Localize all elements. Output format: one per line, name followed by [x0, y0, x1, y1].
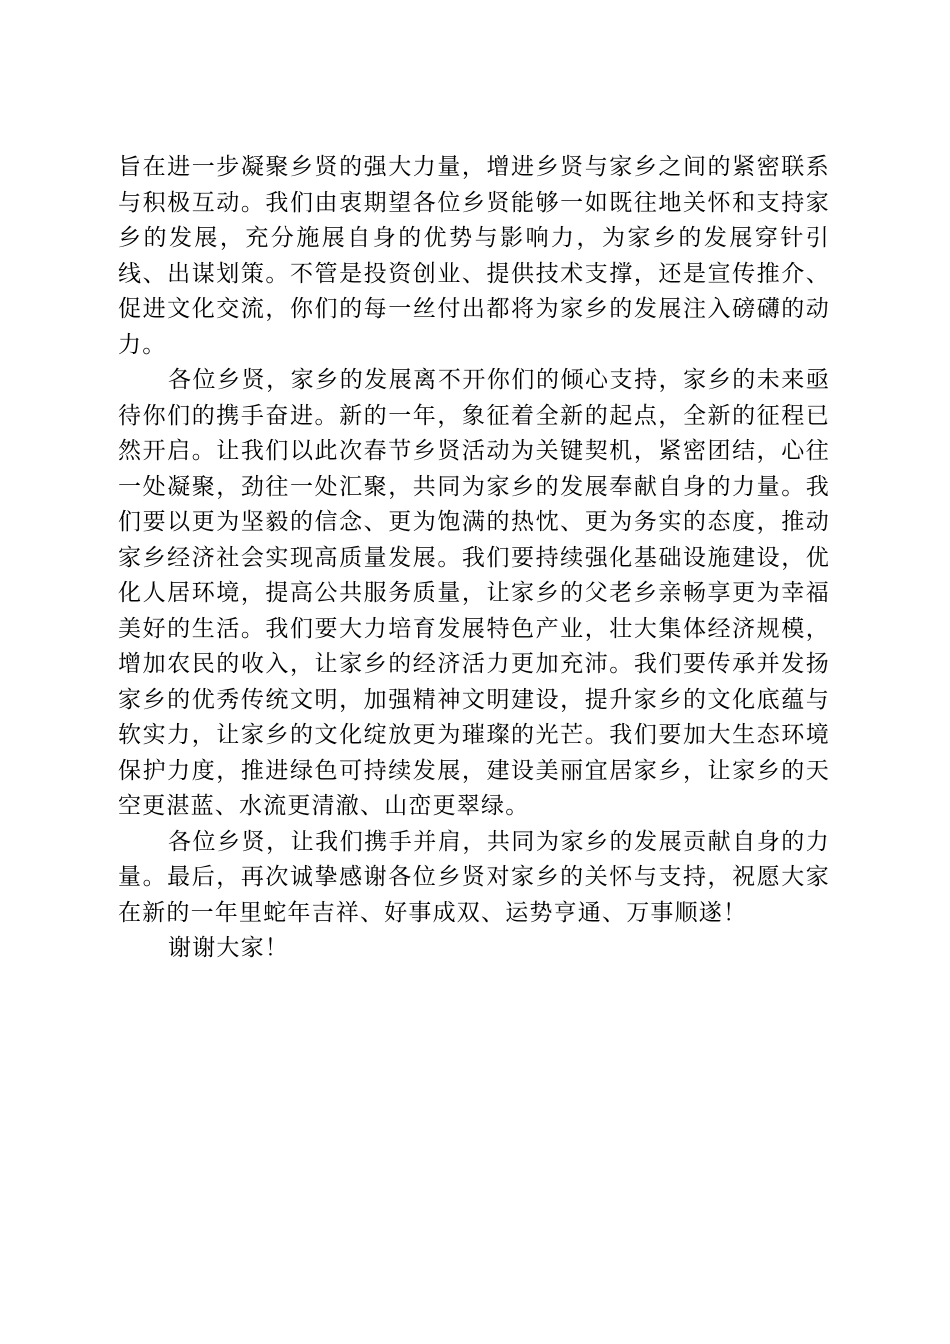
document-body [118, 150, 830, 967]
closing-thanks: 谢谢大家！ [168, 935, 289, 961]
paragraph-2: 各位乡贤，家乡的发展离不开你们的倾心支持，家乡的未来亟待你们的携手奋进。新的一年，象征着全新的起点，全新的征程已然开启。让我们以此次春节乡贤活动为关键契机，紧密团结，心往一处凝聚，劲往一处汇聚，共同为家乡的发展奉献自身的力量。我们要以更为坚毅的信念、更为饱满的热忱、更为务实的态度，推动家乡经济社会实现高质量发展。我们要持续强化基础设施建设，优化人居环境，提高公共服务质量，让家乡的父老乡亲畅享更为幸福美好的生活。我们要大力培育发展特色产业，壮大集体经济规模，增加农民的收入，让家乡的经济活力更加充沛。我们要传承并发扬家乡的优秀传统文明，加强精神文明建设，提升家乡的文化底蕴与软实力，让家乡的文化绽放更为璀璨的光芒。我们要加大生态环境保护力度，推进绿色可持续发展，建设美丽宜居家乡，让家乡的天空更湛蓝、水流更清澈、山峦更翠绿。 [118, 367, 830, 819]
paragraph-3: 各位乡贤，让我们携手并肩，共同为家乡的发展贡献自身的力量。最后，再次诚挚感谢各位乡贤对家乡的关怀与支持，祝愿大家在新的一年里蛇年吉祥、好事成双、运势亨通、万事顺遂！ [118, 828, 830, 926]
paragraph-1: 旨在进一步凝聚乡贤的强大力量，增进乡贤与家乡之间的紧密联系与积极互动。我们由衷期望各位乡贤能够一如既往地关怀和支持家乡的发展，充分施展自身的优势与影响力，为家乡的发展穿针引线、出谋划策。不管是投资创业、提供技术支撑，还是宣传推介、促进文化交流，你们的每一丝付出都将为家乡的发展注入磅礴的动力。 [118, 154, 830, 358]
